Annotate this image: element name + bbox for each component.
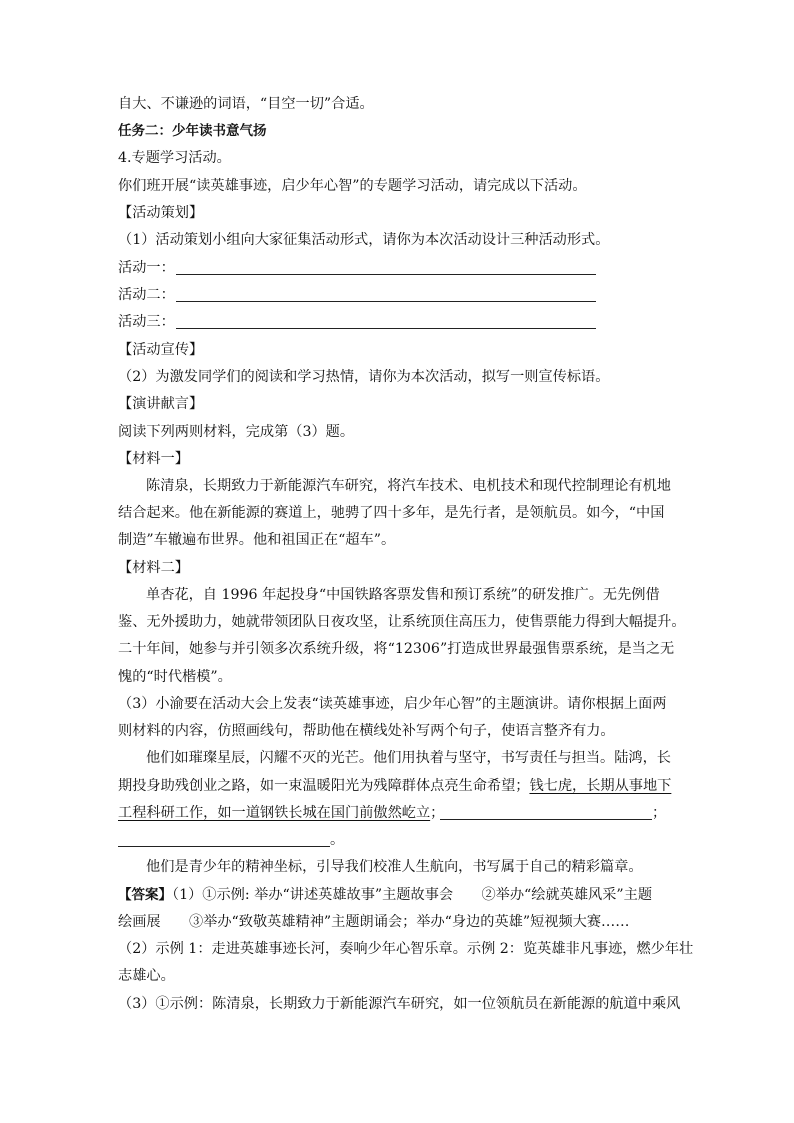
section-heading: 任务二：少年读书意气扬 [118, 123, 267, 139]
text-line: （3）①示例：陈清泉，长期致力于新能源汽车研究，如一位领航员在新能源的航道中乘风 [118, 996, 681, 1012]
text-line: 鉴、无外援助力，她就带领团队日夜攻坚，让系统顶住高压力，使售票能力得到大幅提升。 [118, 614, 686, 630]
text-line: （1）活动策划小组向大家征集活动形式，请你为本次活动设计三种活动形式。 [118, 232, 610, 248]
text-line: 你们班开展“读英雄事迹，启少年心智”的专题学习活动，请完成以下活动。 [118, 178, 587, 194]
subheading: 【材料二】 [118, 560, 189, 576]
text-segment: 。 [330, 832, 345, 848]
answer-blank-line[interactable] [440, 819, 652, 820]
question-number: 4.专题学习活动。 [118, 150, 231, 166]
text-line: 单杏花，自 1996 年起投身“中国铁路客票发售和预订系统”的研发推广。无先例借 [146, 587, 660, 603]
answer-label: 【答案】 [118, 887, 172, 903]
text-line: 阅读下列两则材料，完成第（3）题。 [118, 424, 355, 440]
text-line: 他们如璀璨星辰，闪耀不灭的光芒。他们用执着与坚守，书写责任与担当。陆鸿，长 [146, 750, 671, 766]
subheading: 【材料一】 [118, 451, 189, 467]
text-line: 陈清泉，长期致力于新能源汽车研究，将汽车技术、电机技术和现代控制理论有机地 [146, 478, 671, 494]
text-line [118, 776, 671, 796]
text-segment: （1）①示例: 举办“讲述英雄故事”主题故事会 ②举办“绘就英雄风采”主题 [172, 887, 653, 903]
text-line: 自大、不谦逊的词语，“目空一切”合适。 [118, 96, 374, 112]
underlined-model-sentence: 工程科研工作，如一道钢铁长城在国门前傲然屹立 [118, 805, 431, 821]
answer-line [118, 885, 652, 905]
text-line: 制造”车辙遍布世界。他和祖国正在“超车”。 [118, 532, 396, 548]
answer-blank-line[interactable] [118, 846, 330, 847]
text-line: （2）为激发同学们的阅读和学习热情，请你为本次活动，拟写一则宣传标语。 [118, 369, 610, 385]
text-line: （3）小渝要在活动大会上发表“读英雄事迹，启少年心智”的主题演讲。请你根据上面两 [118, 696, 667, 712]
answer-blank-line[interactable] [176, 274, 596, 275]
answer-blank-line[interactable] [176, 301, 596, 302]
text-line: （2）示例 1：走进英雄事迹长河，奏响少年心智乐章。示例 2：览英雄非凡事迹，燃少年壮 [118, 941, 694, 957]
answer-label: 活动一： [118, 260, 175, 276]
subheading: 【活动策划】 [118, 205, 204, 221]
subheading: 【演讲献言】 [118, 396, 204, 412]
answer-label: 活动三： [118, 314, 175, 330]
text-segment: ； [652, 805, 667, 821]
text-line: 则材料的内容，仿照画线句，帮助他在横线处补写两个句子，使语言整齐有力。 [118, 723, 615, 739]
text-line: 绘画展 ③举办“致敬英雄精神”主题朗诵会；举办“身边的英雄”短视频大赛…… [118, 914, 630, 930]
text-segment: 期投身助残创业之路，如一束温暖阳光为残障群体点亮生命希望； [118, 778, 530, 794]
text-line [118, 803, 444, 823]
text-line: 结合起来。他在新能源的赛道上，驰骋了四十多年，是先行者，是领航员。如今，“中国 [118, 505, 665, 521]
answer-label: 活动二： [118, 287, 175, 303]
subheading: 【活动宣传】 [118, 342, 204, 358]
text-line: 他们是青少年的精神坐标，引导我们校准人生航向，书写属于自己的精彩篇章。 [146, 859, 643, 875]
underlined-model-sentence: 钱七虎，长期从事地下 [529, 778, 672, 794]
text-line: 愧的“时代楷模”。 [118, 669, 232, 685]
text-line: 二十年间，她参与并引领多次系统升级，将“12306”打造成世界最强售票系统，是当之无 [118, 641, 675, 657]
text-segment: ； [430, 805, 445, 821]
text-line: 志雄心。 [118, 968, 175, 984]
answer-blank-line[interactable] [176, 328, 596, 329]
